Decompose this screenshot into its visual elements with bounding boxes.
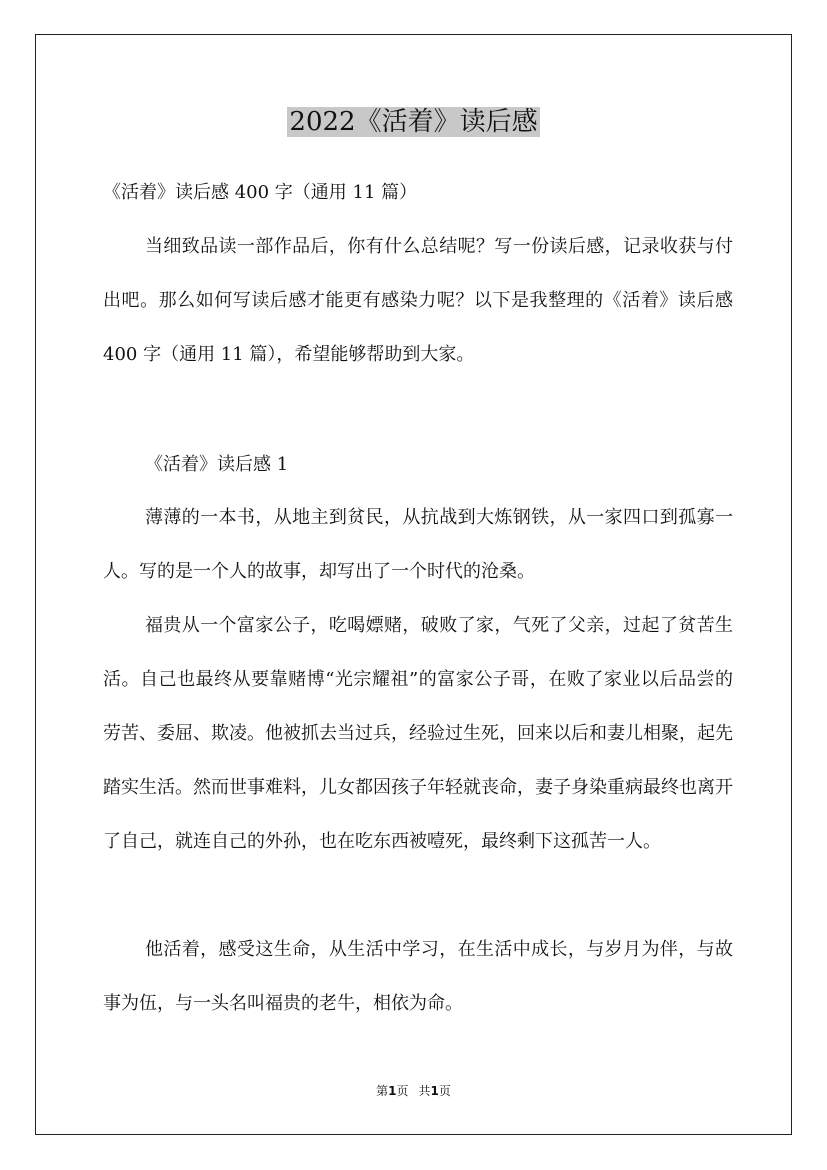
page-label-prefix: 第 <box>376 1084 389 1098</box>
page-footer <box>0 1083 827 1099</box>
section-heading: 《活着》读后感 1 <box>145 454 289 475</box>
body-paragraph-2: 福贵从一个富家公子，吃喝嫖赌，破败了家，气死了父亲，过起了贫苦生活。自己也最终从要靠赌博“光宗耀祖”的富家公子哥，在败了家业以后品尝的劳苦、委屈、欺凌。他被抓去当过兵，经验过生死，回来以后和妻儿相聚，起先踏实生活。然而世事难料，儿女都因孩子年轻就丧命，妻子身染重病最终也离开了自己，就连自己的外孙，也在吃东西被噎死，最终剩下这孤苦一人。 <box>103 615 733 852</box>
body-paragraph-1: 薄薄的一本书，从地主到贫民，从抗战到大炼钢铁，从一家四口到孤寡一人。写的是一个人的故事，却写出了一个时代的沧桑。 <box>103 507 733 582</box>
total-label-suffix: 页 <box>438 1084 451 1098</box>
page-current: 1 <box>388 1084 397 1098</box>
intro-paragraph: 当细致品读一部作品后，你有什么总结呢？写一份读后感，记录收获与付出吧。那么如何写读后感才能更有感染力呢？以下是我整理的《活着》读后感 400 字（通用 11 篇），希望能够帮助到大家。 <box>103 236 733 365</box>
document-title-text: 2022《活着》读后感 <box>289 107 538 137</box>
document-title <box>0 102 827 142</box>
page-label-suffix: 页 <box>396 1084 409 1098</box>
total-label-prefix: 共 <box>418 1084 431 1098</box>
document-subtitle: 《活着》读后感 400 字（通用 11 篇） <box>103 182 418 203</box>
page-total: 1 <box>430 1084 439 1098</box>
body-paragraph-3: 他活着，感受这生命，从生活中学习，在生活中成长，与岁月为伴，与故事为伍，与一头名叫福贵的老牛，相依为命。 <box>103 939 733 1014</box>
